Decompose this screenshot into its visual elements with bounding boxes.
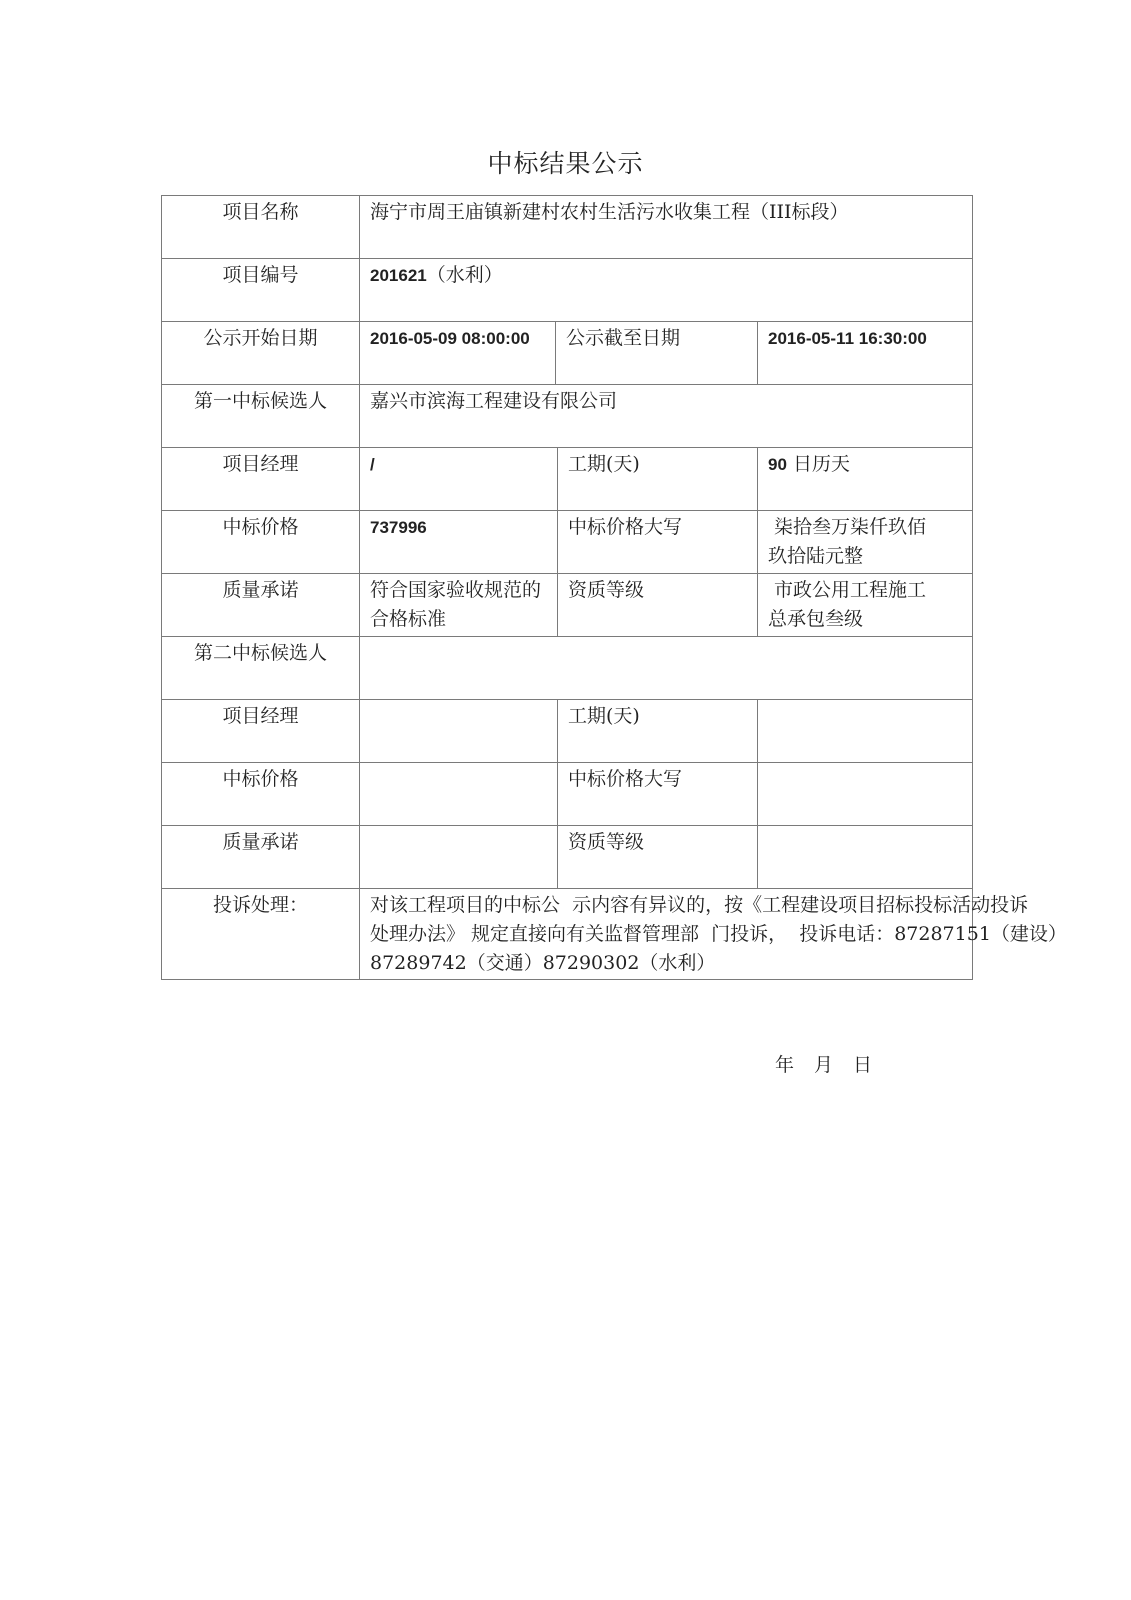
signature-date-line <box>775 1050 892 1077</box>
first-manager-cell <box>360 448 558 511</box>
publish-end-cell <box>758 322 973 385</box>
label-project-number: 项目编号 <box>162 259 360 322</box>
first-duration-cell <box>758 448 973 511</box>
label-bid-price-words: 中标价格大写 <box>558 511 758 574</box>
row-first-candidate <box>162 385 973 448</box>
date-day: 日 <box>853 1054 873 1076</box>
label-manager: 项目经理 <box>162 448 360 511</box>
row-second-quality <box>162 826 973 889</box>
label-bid-price: 中标价格 <box>162 511 360 574</box>
row-publish-dates <box>162 322 973 385</box>
row-second-manager <box>162 700 973 763</box>
first-qualification-line1: 市政公用工程施工 <box>768 579 927 601</box>
first-quality-cell <box>360 574 558 637</box>
row-first-quality <box>162 574 973 637</box>
complaint-line2: 处理办法》 规定直接向有关监督管理部 门投诉， 投诉电话：87287151（建设） <box>370 923 1067 945</box>
first-price-value: 737996 <box>370 518 427 537</box>
label-publish-end: 公示截至日期 <box>556 322 758 385</box>
second-price-value <box>360 763 558 826</box>
complaint-line3: 87289742（交通）87290302（水利） <box>370 952 716 974</box>
label-second-price: 中标价格 <box>162 763 360 826</box>
first-candidate-value: 嘉兴市滨海工程建设有限公司 <box>360 385 973 448</box>
bid-result-table <box>161 195 1067 980</box>
date-year: 年 <box>775 1054 795 1076</box>
label-qualification: 资质等级 <box>558 574 758 637</box>
first-price-words-line1: 柒拾叁万柒仟玖佰 <box>768 516 927 538</box>
publish-end-value: 2016-05-11 16:30:00 <box>768 329 927 348</box>
row-project-number <box>162 259 973 322</box>
row-complaint <box>162 889 973 980</box>
project-number-suffix: （水利） <box>426 264 503 286</box>
label-quality: 质量承诺 <box>162 574 360 637</box>
label-publish-start: 公示开始日期 <box>162 322 360 385</box>
row-first-manager <box>162 448 973 511</box>
first-qualification-line2: 总承包叁级 <box>768 608 864 630</box>
complaint-line1: 对该工程项目的中标公 示内容有异议的，按《工程建设项目招标投标活动投诉 <box>370 894 1029 916</box>
second-candidate-value <box>360 637 973 700</box>
second-duration-value <box>758 700 973 763</box>
first-duration-number: 90 <box>768 455 787 474</box>
first-quality-line2: 合格标准 <box>370 608 447 630</box>
row-first-price <box>162 511 973 574</box>
project-number-cell <box>360 259 973 322</box>
first-duration-unit: 日历天 <box>786 453 850 475</box>
label-second-qualification: 资质等级 <box>558 826 758 889</box>
row-second-price <box>162 763 973 826</box>
date-month: 月 <box>814 1054 834 1076</box>
first-price-words-cell <box>758 511 973 574</box>
project-number-value: 201621 <box>370 266 427 285</box>
publish-start-cell <box>360 322 556 385</box>
label-second-duration: 工期(天) <box>558 700 758 763</box>
complaint-text <box>360 889 1067 980</box>
label-second-price-words: 中标价格大写 <box>558 763 758 826</box>
document-title: 中标结果公示 <box>487 149 644 178</box>
label-project-name: 项目名称 <box>162 196 360 259</box>
second-manager-value <box>360 700 558 763</box>
row-second-candidate <box>162 637 973 700</box>
row-project-name <box>162 196 973 259</box>
publish-start-value: 2016-05-09 08:00:00 <box>370 329 530 348</box>
first-price-cell <box>360 511 558 574</box>
label-complaint: 投诉处理： <box>162 889 360 980</box>
second-price-words-value <box>758 763 973 826</box>
second-qualification-value <box>758 826 973 889</box>
first-quality-line1: 符合国家验收规范的 <box>370 579 542 601</box>
first-manager-value: / <box>370 455 375 474</box>
label-second-candidate: 第二中标候选人 <box>162 637 360 700</box>
label-second-quality: 质量承诺 <box>162 826 360 889</box>
label-first-candidate: 第一中标候选人 <box>162 385 360 448</box>
project-name-value: 海宁市周王庙镇新建村农村生活污水收集工程（III标段） <box>360 196 973 259</box>
first-qualification-cell <box>758 574 973 637</box>
label-duration: 工期(天) <box>558 448 758 511</box>
second-quality-value <box>360 826 558 889</box>
label-second-manager: 项目经理 <box>162 700 360 763</box>
first-price-words-line2: 玖拾陆元整 <box>768 545 864 567</box>
